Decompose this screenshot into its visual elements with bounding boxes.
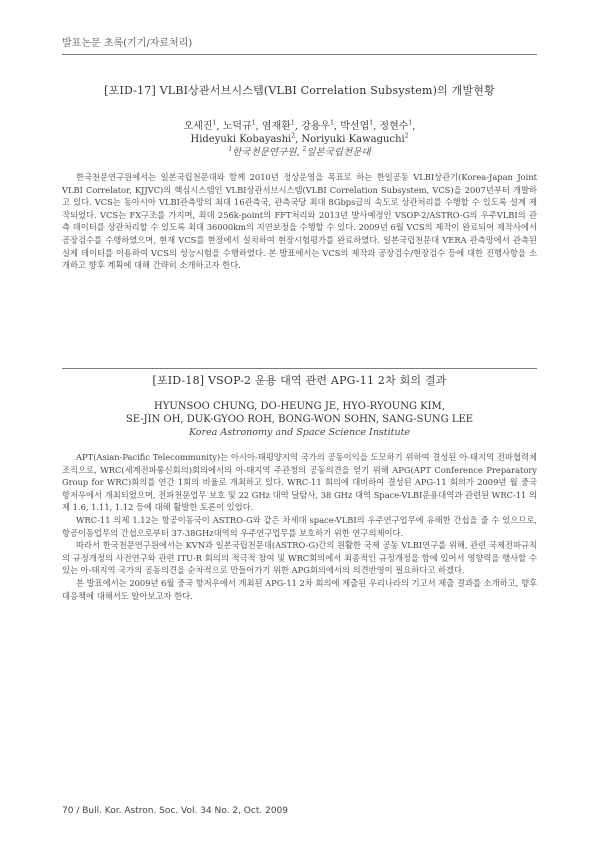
affiliation: $^1$한국천문연구원, $^2$일본국립천문대	[228, 145, 371, 158]
author: 정현수	[379, 121, 409, 132]
author: Noriyuki Kawaguchi	[301, 134, 405, 145]
abstract-17	[62, 82, 537, 272]
running-header: 발표논문 초록(기기/자료처리)	[62, 38, 193, 49]
author: 박선엽	[340, 121, 370, 132]
abstract-body	[62, 451, 537, 602]
affiliation: Korea Astronomy and Space Science Institute	[188, 427, 411, 438]
paragraph: 본 발표에서는 2009년 6월 중국 항저우에서 개최된 APG-11 2차 회의에 제출된 우리나라의 기고서 제출 결과를 소개하고, 향후 대응책에 대해서도 알아보고자 한다.	[62, 577, 537, 601]
author-list-2: Hideyuki Kobayashi$^2$, Noriyuki Kawaguchi$^2$	[190, 132, 409, 145]
paragraph: 한국천문연구원에서는 일본국립천문대와 함께 2010년 정상운영을 목표로 하는 한일공동 VLBI상관기(Korea-Japan Joint VLBI Correlator, KJJVC)의 핵심시스템인 VLBI상관서브시스템(VLBI Correlation Subsystem, VCS)을 2007년부터 개발하고 있다. VCS는 동아시아 VLBI관측망의 최대 16관측국, 관측국당 최대 8Gbps급의 속도로 상관처리를 수행할 수 있도록 설계 제작되었다. VCS는 FX구조를 가지며, 최대 256k-point의 FFT처리와 2013년 발사예정인 VSOP-2/ASTRO-G의 우주VLBI의 관측 데이터를 상관처리할 수 있도록 최대 36000km의 지연보정을 수행할 수 있다. 2009년 6월 VCS의 제작이 완료되어 제작사에서 공장검수를 수행하였으며, 현재 VCS를 현장에서 설치하여 현장시험평가를 완료하였다. 일본국립천문대 VERA 관측망에서 관측된 실제 데이터를 이용하여 VCS의 성능시험을 수행하였다. 본 발표에서는 VCS의 제작과 공장검수/현장검수 등에 대한 진행사항을 소개하고 향후 계획에 대해 간략히 소개하고자 한다.	[62, 172, 537, 271]
author: 노덕규	[222, 121, 252, 132]
author: 염재환	[261, 121, 291, 132]
abstract-18	[62, 372, 537, 602]
section-divider	[62, 368, 537, 369]
author: Hideyuki Kobayashi	[190, 134, 292, 145]
abstract-title: [포ID-18] VSOP-2 운용 대역 관련 APG-11 2차 회의 결과	[152, 374, 447, 387]
author-list: HYUNSOO CHUNG, DO-HEUNG JE, HYO-RYOUNG KIM,	[154, 401, 445, 412]
paragraph: WRC-11 의제 1.12는 항공이동국이 ASTRO-G와 같은 차세대 space-VLBI의 우주연구업무에 유해한 간섭을 줄 수 있으므로, 항공이동업무의 간섭으로부터 37-38GHz대역의 우주연구업무를 보호하기 위한 연구의제이다.	[62, 514, 537, 538]
author-list-2: SE-JIN OH, DUK-GYOO ROH, BONG-WON SOHN, SANG-SUNG LEE	[125, 414, 474, 425]
abstract-title: [포ID-17] VLBI상관서브시스템(VLBI Correlation Subsystem)의 개발현황	[104, 84, 495, 97]
abstract-body	[62, 171, 537, 272]
author-list: 오세진$^1$, 노덕규$^1$, 염재환$^1$, 강용우$^1$, 박선엽$^1$, 정현수$^1$,	[183, 119, 416, 132]
paragraph: APT(Asian-Pacific Telecommunity)는 아시아-태평양지역 국가의 공동이익을 도모하기 위하여 결성된 아-태지역 전파협력체 조직으로, WRC(세계전파통신회의)회의에서의 아-태지역 주관청의 공동의견을 얻기 위해 APG(APT Conference Preparatory Group for WRC)회의를 연간 1회의 비율로 개최하고 있다. WRC-11 회의에 대비하여 결성된 APG-11 회의가 2009년 월 중국 항저우에서 개최되었으며, 전파천문업무 보호 및 22 GHz 대역 달탐사, 38 GHz 대역 Space-VLBI운용대역과 관련된 WRC-11 의제 1.6, 1.11, 1.12 등에 대해 활발한 토론이 있었다.	[62, 452, 537, 513]
affiliation-1: 한국천문연구원	[232, 147, 297, 158]
affiliation-2: 일본국립천문대	[306, 147, 371, 158]
paragraph: 따라서 한국천문연구원에서는 KVN과 일본국립천문대(ASTRO-G)간의 원활한 국제 공동 VLBI연구를 위해, 관련 국제전파규칙의 규정개정의 사전연구와 관련 ITU-R 회의의 적극적 참여 및 WRC회의에서 최종적인 규정개정을 함에 있어서 영향력을 행사할 수 있는 아-태지역 국가의 공동의견을 순차적으로 만들어가기 위한 APG회의에서의 의견반영이 필요하다고 하겠다.	[62, 540, 537, 576]
author: 오세진	[183, 121, 213, 132]
page-footer: 70 / Bull. Kor. Astron. Soc. Vol. 34 No. 2, Oct. 2009	[62, 806, 288, 816]
header-rule	[62, 54, 537, 55]
author: 강용우	[301, 121, 331, 132]
